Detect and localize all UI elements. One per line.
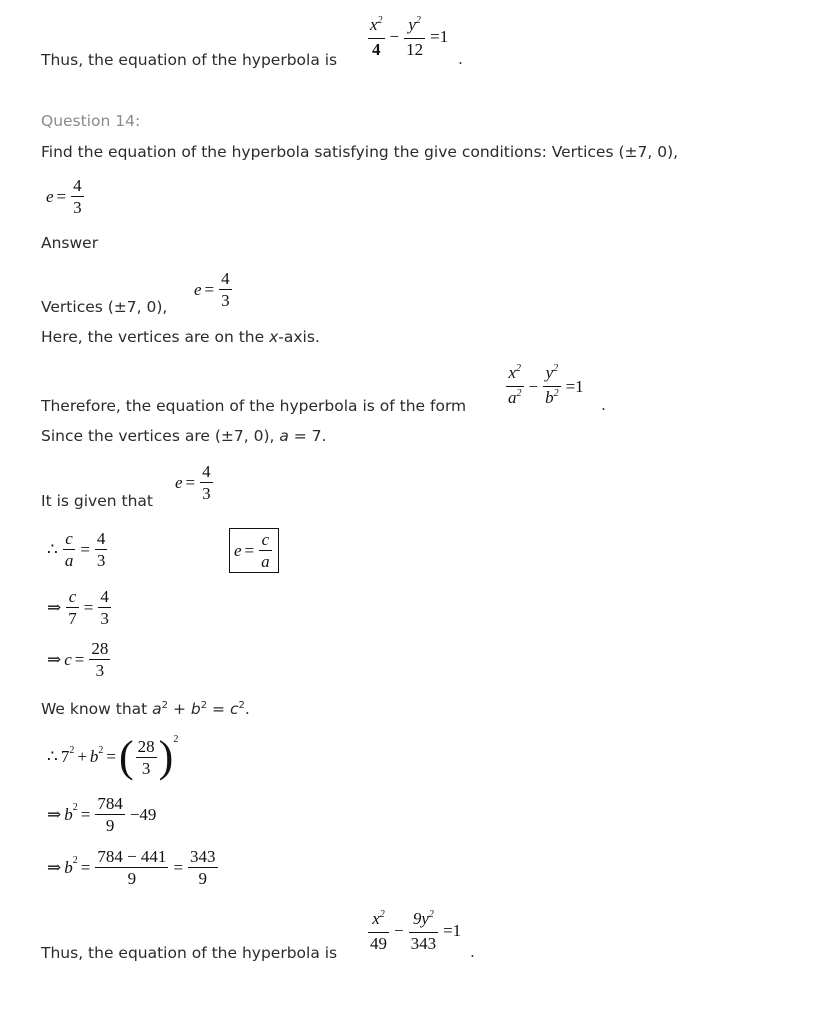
- question-heading: Question 14:: [41, 112, 141, 130]
- therefore-line: Therefore, the equation of the hyperbola is of the form: [41, 397, 467, 415]
- definition-bracket: e = $\frac{c}{a}$: [229, 528, 279, 573]
- eccentricity-given: e = $\frac{4}{3}$: [46, 176, 82, 217]
- fraction: $\frac{y^2}{12}$: [406, 15, 424, 59]
- hyperbola-equation-1: $\frac{x^2}{4}$ − $\frac{y^2}{12}$ =1: [370, 15, 449, 59]
- hyperbola-equation-final: $\frac{x^2}{49}$ − $\frac{9y^2}{343}$ =1: [370, 909, 462, 953]
- period: .: [601, 396, 606, 414]
- eccentricity-restated: e = $\frac{4}{3}$: [194, 269, 230, 310]
- step-c-over-a: ∴ $\frac{c}{a}$ = $\frac{4}{3}$: [47, 529, 106, 570]
- step-b-squared-2: ⇒ b 2 = $\frac{784 - 441}{9}$ = $\frac{343}{9}$: [47, 847, 216, 888]
- standard-form-equation: $\frac{x^2}{a^2}$ − $\frac{y^2}{b^2}$ =1: [508, 363, 584, 407]
- question-prompt: Find the equation of the hyperbola satisfying the give conditions: Vertices (±7, 0),: [41, 143, 679, 161]
- step-c-value: ⇒ c = $\frac{28}{3}$: [47, 639, 109, 680]
- answer-label: Answer: [41, 234, 99, 252]
- eccentricity-given-2: e = $\frac{4}{3}$: [175, 462, 211, 503]
- fraction: $\frac{x^2}{4}$: [370, 15, 383, 59]
- vertices-text: Vertices (±7, 0),: [41, 298, 168, 316]
- step-c-over-7: ⇒ $\frac{c}{7}$ = $\frac{4}{3}$: [47, 587, 109, 628]
- know-line: We know that $a^2 + b^2 = c^2$.: [41, 700, 250, 719]
- step-b-squared-1: ⇒ b 2 = $\frac{784}{9}$ −49: [47, 794, 157, 835]
- thus-line-1: Thus, the equation of the hyperbola is: [41, 51, 338, 69]
- since-line: Since the vertices are (±7, 0), a = 7.: [41, 427, 327, 445]
- period: .: [470, 943, 475, 961]
- here-line: Here, the vertices are on the x-axis.: [41, 328, 320, 346]
- period: .: [458, 50, 463, 68]
- step-pythagorean: ∴ 7 2 + b 2 = ( $\frac{28}{3}$ ) 2: [47, 732, 179, 781]
- thus-line-2: Thus, the equation of the hyperbola is: [41, 944, 338, 962]
- given-line: It is given that: [41, 492, 153, 510]
